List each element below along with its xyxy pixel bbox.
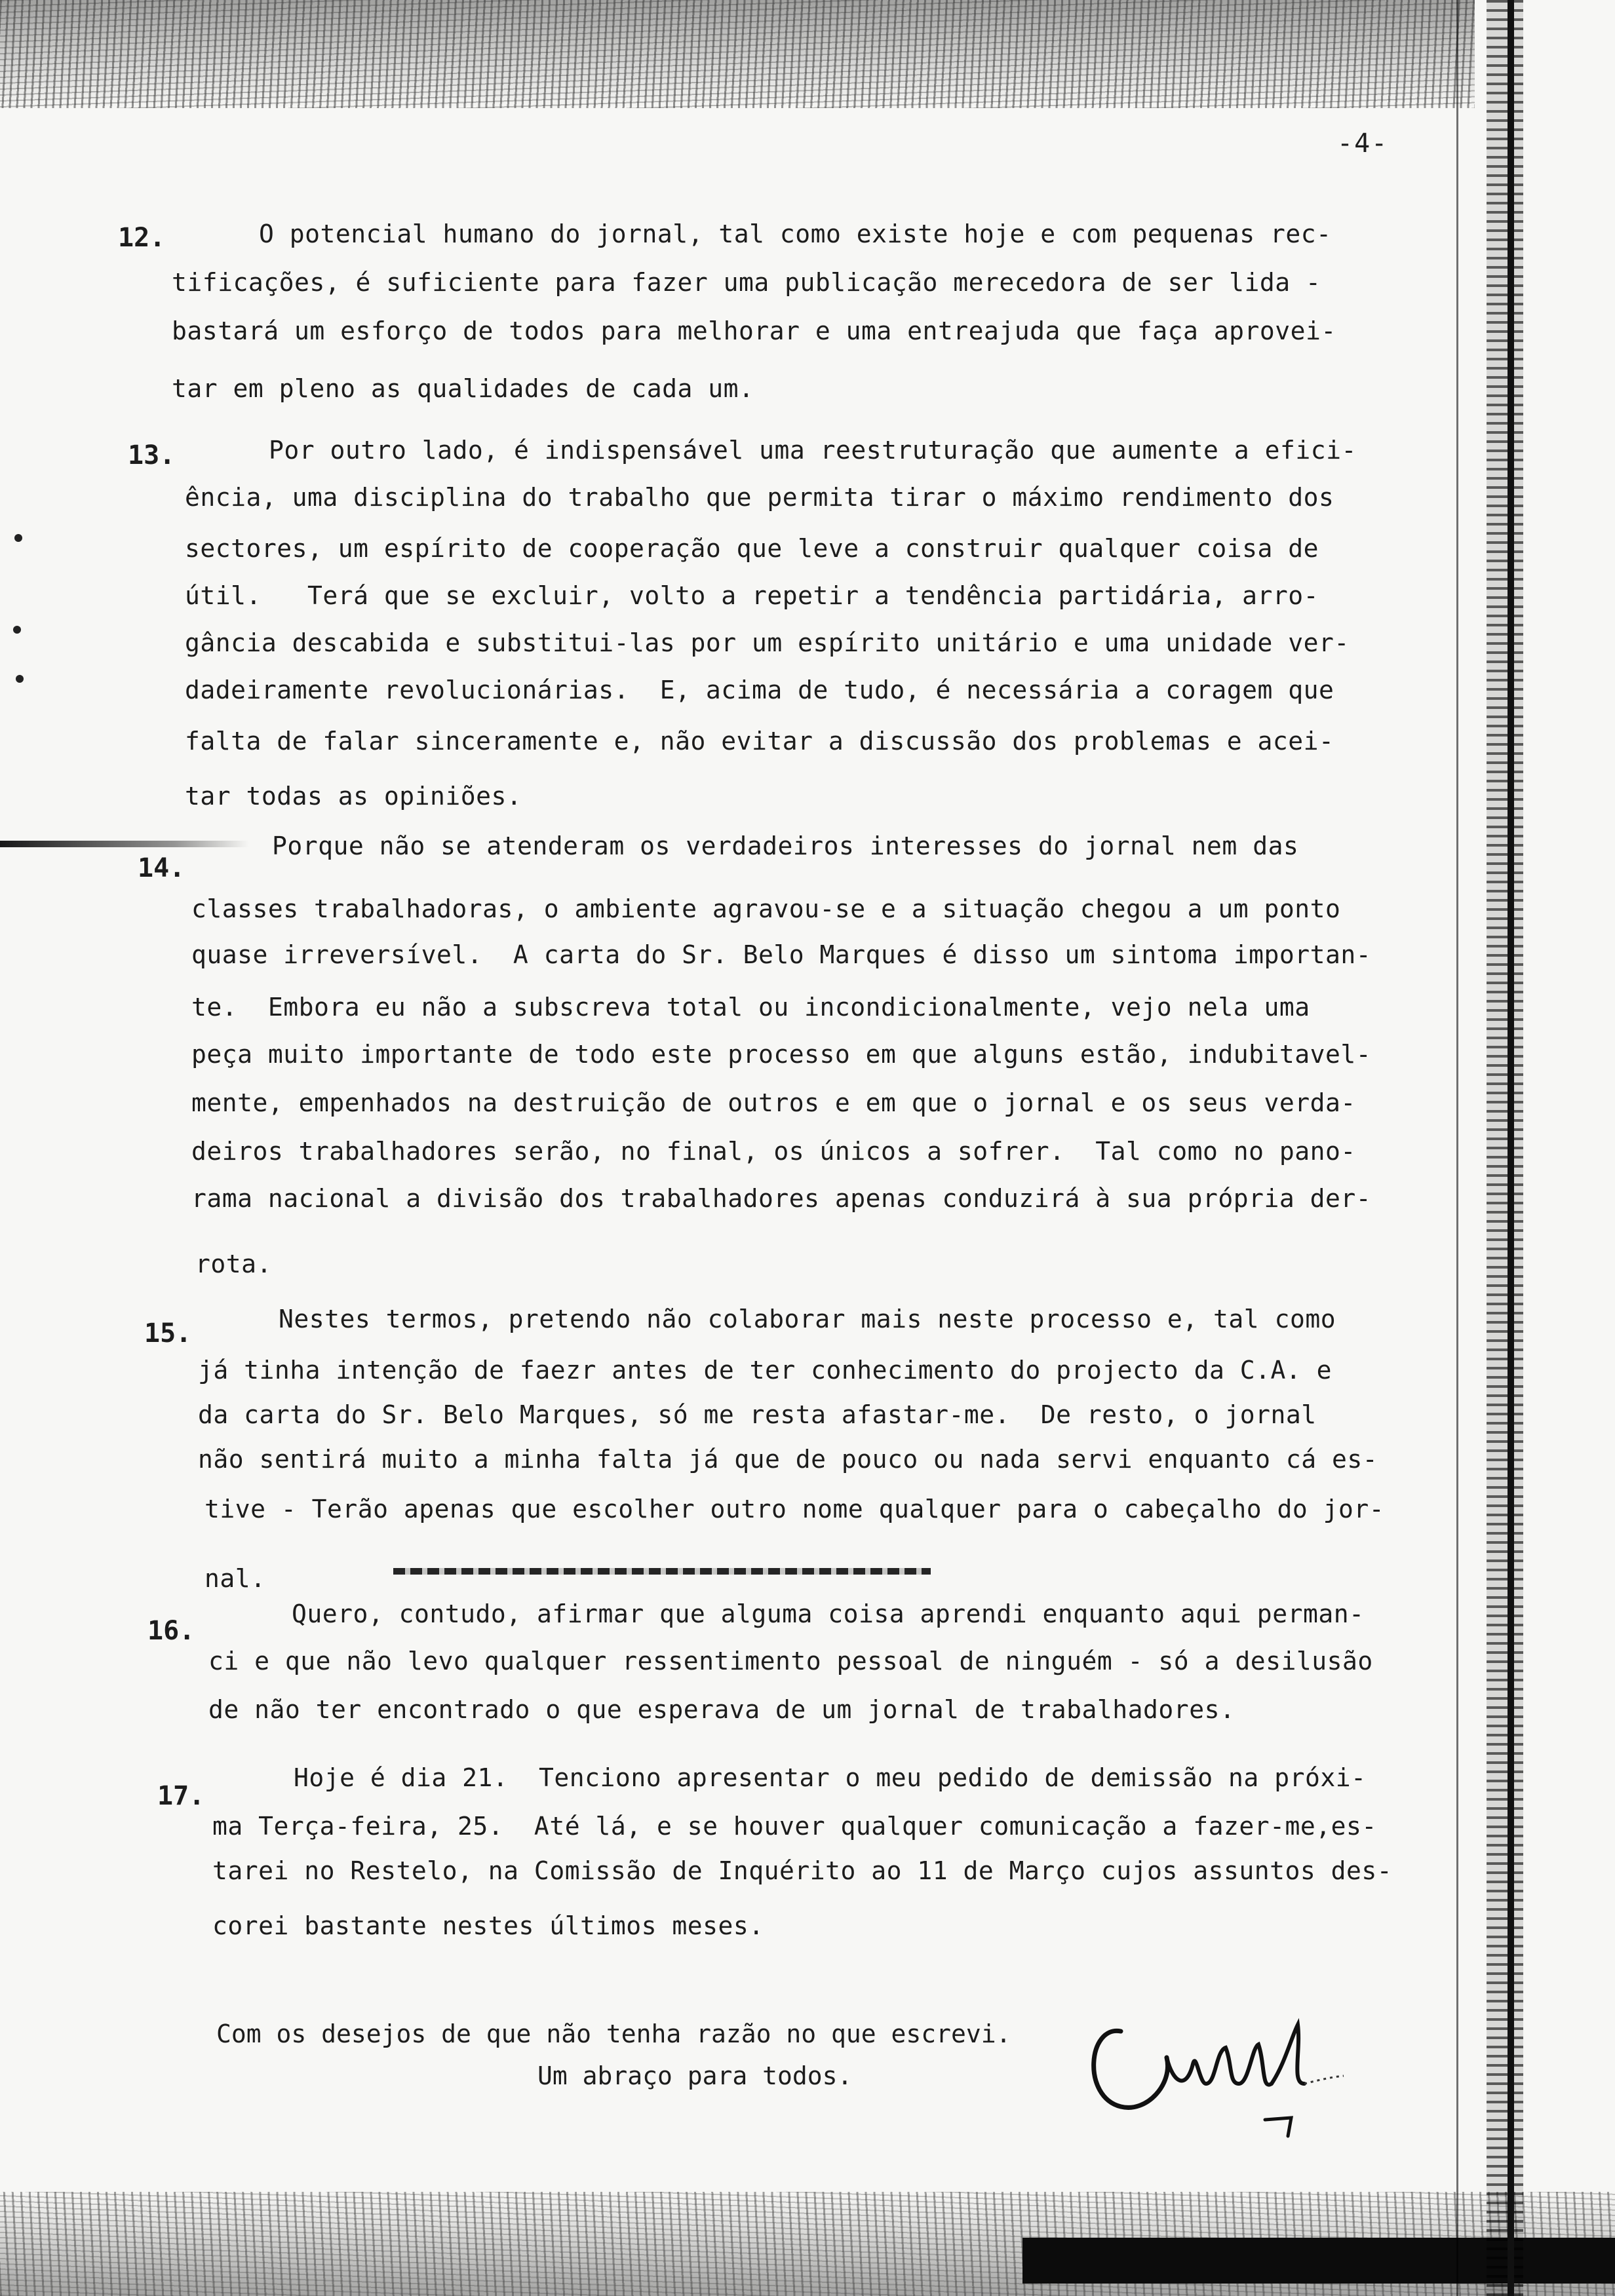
text-line: quase irreversível. A carta do Sr. Belo Marques é disso um sintoma importan- — [191, 940, 1372, 969]
text-line: corei bastante nestes últimos meses. — [212, 1911, 764, 1940]
text-line: gância descabida e substitui-las por um espírito unitário e uma unidade ver- — [185, 628, 1350, 657]
margin-mark — [14, 534, 22, 542]
text-line: te. Embora eu não a subscreva total ou incondicionalmente, vejo nela uma — [191, 993, 1310, 1022]
scan-noise-top — [0, 0, 1475, 108]
text-line: deiros trabalhadores serão, no final, os únicos a sofrer. Tal como no pano- — [191, 1137, 1356, 1166]
scan-right-bar — [1508, 0, 1514, 2296]
text-line: ência, uma disciplina do trabalho que permita tirar o máximo rendimento dos — [185, 483, 1334, 512]
text-line: já tinha intenção de faezr antes de ter conhecimento do projecto da C.A. e — [198, 1356, 1332, 1385]
text-line: tive - Terão apenas que escolher outro nome qualquer para o cabeçalho do jor- — [204, 1495, 1385, 1523]
text-line: Nestes termos, pretendo não colaborar mais neste processo e, tal como — [279, 1305, 1336, 1333]
page-fold-line — [1456, 0, 1458, 2296]
text-line: peça muito importante de todo este processo em que alguns estão, indubitavel- — [191, 1040, 1372, 1069]
text-line: de não ter encontrado o que esperava de um jornal de trabalhadores. — [208, 1695, 1236, 1724]
text-line: tar todas as opiniões. — [185, 782, 522, 811]
text-line: Por outro lado, é indispensável uma reestruturação que aumente a efici- — [269, 436, 1357, 465]
scan-streak — [0, 841, 249, 847]
text-line: útil. Terá que se excluir, volto a repetir a tendência partidária, arro- — [185, 581, 1319, 610]
text-line: Hoje é dia 21. Tenciono apresentar o meu pedido de demissão na próxi- — [294, 1763, 1367, 1792]
scan-right-edge — [1487, 0, 1523, 2296]
text-line: Porque não se atenderam os verdadeiros interesses do jornal nem das — [272, 832, 1299, 860]
text-line: da carta do Sr. Belo Marques, só me resta afastar-me. De resto, o jornal — [198, 1400, 1317, 1429]
text-line: rota. — [195, 1250, 272, 1278]
text-line: ci e que não levo qualquer ressentimento pessoal de ninguém - só a desilusão — [208, 1647, 1373, 1675]
paragraph-number: 13. — [128, 440, 176, 470]
margin-mark — [16, 675, 24, 683]
text-line: falta de falar sinceramente e, não evitar a discussão dos problemas e acei- — [185, 727, 1334, 756]
paragraph-number: 14. — [138, 853, 185, 883]
closing-wish: Com os desejos de que não tenha razão no que escrevi. — [216, 2019, 1011, 2048]
text-line: nal. — [204, 1564, 266, 1593]
text-line: não sentirá muito a minha falta já que de pouco ou nada servi enquanto cá es- — [198, 1445, 1378, 1474]
closing-regards: Um abraço para todos. — [537, 2061, 853, 2090]
text-line: sectores, um espírito de cooperação que leve a construir qualquer coisa de — [185, 534, 1319, 563]
text-line: tar em pleno as qualidades de cada um. — [172, 374, 754, 403]
text-line: bastará um esforço de todos para melhorar e uma entreajuda que faça aprovei- — [172, 316, 1336, 345]
text-line: classes trabalhadoras, o ambiente agravou-se e a situação chegou a um ponto — [191, 894, 1341, 923]
paragraph-number: 12. — [118, 223, 166, 253]
text-line: ma Terça-feira, 25. Até lá, e se houver qualquer comunicação a fazer-me,es- — [212, 1812, 1377, 1841]
paragraph-number: 15. — [144, 1318, 192, 1349]
text-line: O potencial humano do jornal, tal como existe hoje e com pequenas rec- — [259, 220, 1332, 248]
text-line: Quero, contudo, afirmar que alguma coisa aprendi enquanto aqui perman- — [292, 1599, 1365, 1628]
page-number: -4- — [1337, 128, 1389, 159]
scan-streak — [393, 1568, 931, 1575]
text-line: tificações, é suficiente para fazer uma publicação merecedora de ser lida - — [172, 268, 1321, 297]
paragraph-number: 17. — [157, 1781, 205, 1811]
margin-mark — [13, 626, 21, 634]
text-line: tarei no Restelo, na Comissão de Inquérito ao 11 de Março cujos assuntos des- — [212, 1856, 1393, 1885]
scan-dark-band — [1022, 2238, 1615, 2284]
paragraph-number: 16. — [147, 1616, 195, 1646]
text-line: mente, empenhados na destruição de outros e em que o jornal e os seus verda- — [191, 1088, 1356, 1117]
text-line: rama nacional a divisão dos trabalhadores apenas conduzirá à sua própria der- — [191, 1184, 1372, 1213]
text-line: dadeiramente revolucionárias. E, acima de tudo, é necessária a coragem que — [185, 676, 1334, 704]
handwritten-signature — [1075, 1985, 1350, 2143]
